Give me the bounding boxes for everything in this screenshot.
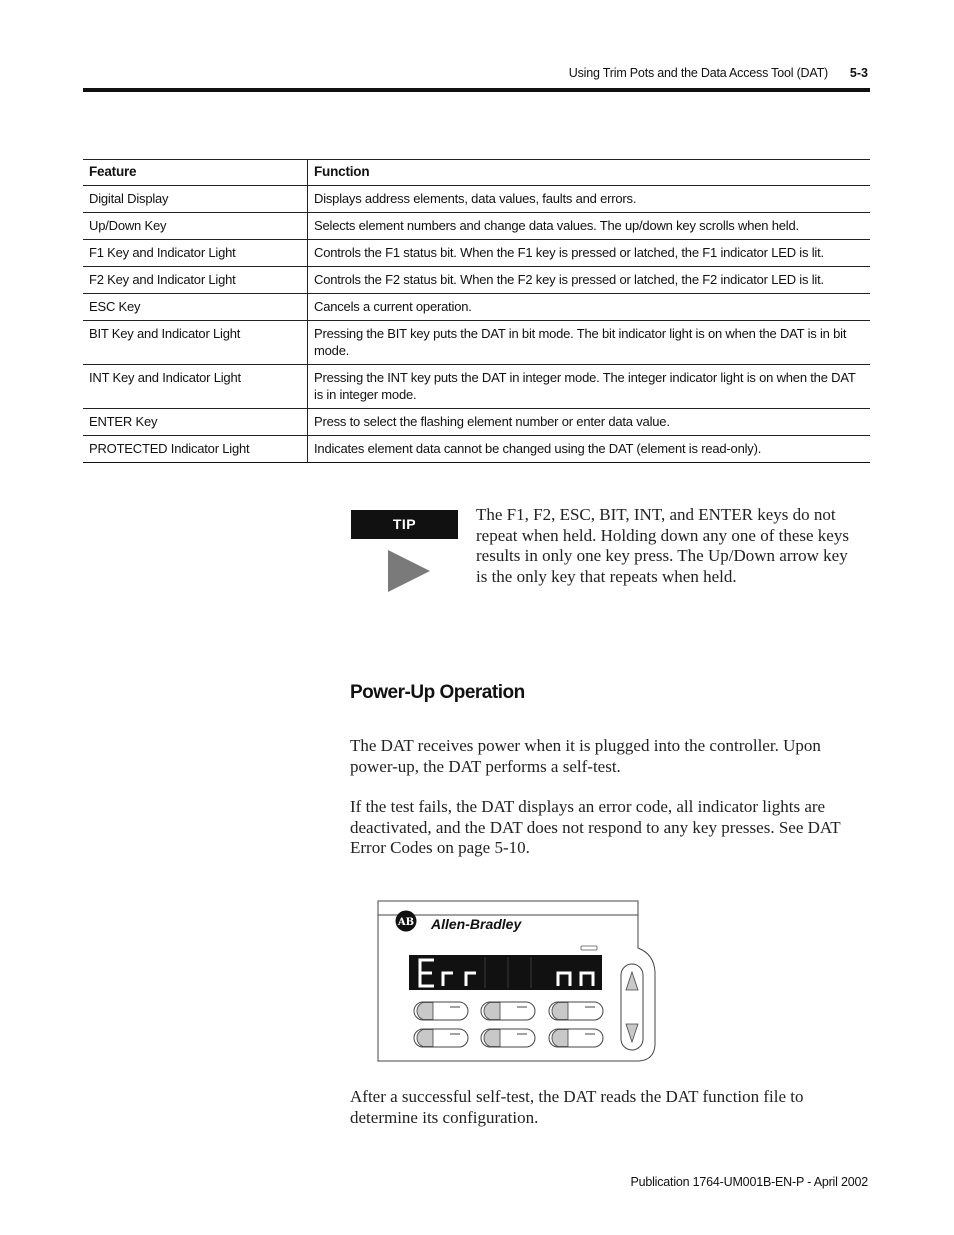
feature-cell: F1 Key and Indicator Light <box>83 240 308 267</box>
feature-cell: PROTECTED Indicator Light <box>83 436 308 463</box>
up-down-key[interactable] <box>621 964 643 1050</box>
function-cell: Indicates element data cannot be changed using the DAT (element is read-only). <box>308 436 871 463</box>
feature-table <box>83 159 870 463</box>
key-esc[interactable] <box>549 1002 603 1020</box>
table-row <box>83 321 870 365</box>
display-text-right: nn <box>567 988 568 989</box>
function-cell: Cancels a current operation. <box>308 294 871 321</box>
tip-text: The F1, F2, ESC, BIT, INT, and ENTER keys do not repeat when held. Holding down any one of these keys results in only one key press. The Up/Down arrow key is the only key that repeats when held. <box>476 505 849 586</box>
feature-cell: Up/Down Key <box>83 213 308 240</box>
feature-cell: F2 Key and Indicator Light <box>83 267 308 294</box>
footer-publication: Publication 1764-UM001B-EN-P - April 2002 <box>630 1175 868 1189</box>
table-row <box>83 267 870 294</box>
function-cell: Selects element numbers and change data values. The up/down key scrolls when held. <box>308 213 871 240</box>
paragraph-power-up: The DAT receives power when it is plugged into the controller. Upon power-up, the DAT performs a self-test. <box>350 736 821 776</box>
protected-indicator-light <box>581 946 597 950</box>
dat-device-illustration <box>377 900 657 1062</box>
key-enter[interactable] <box>549 1029 603 1047</box>
logo-text: AB <box>397 917 415 928</box>
tip-badge: TIP <box>351 510 458 539</box>
display-text-left: Err <box>447 988 449 989</box>
feature-cell: Digital Display <box>83 186 308 213</box>
feature-cell: INT Key and Indicator Light <box>83 365 308 409</box>
feature-cell: ENTER Key <box>83 409 308 436</box>
column-header-feature: Feature <box>83 160 308 186</box>
paragraph-after-self-test: After a successful self-test, the DAT reads the DAT function file to determine its configuration. <box>350 1087 804 1127</box>
key-int[interactable] <box>481 1029 535 1047</box>
function-cell: Press to select the flashing element number or enter data value. <box>308 409 871 436</box>
tip-arrow-icon <box>386 548 432 594</box>
key-f1[interactable] <box>414 1002 468 1020</box>
table-row <box>83 186 870 213</box>
table-row <box>83 409 870 436</box>
function-cell: Displays address elements, data values, faults and errors. <box>308 186 871 213</box>
function-cell: Controls the F2 status bit. When the F2 key is pressed or latched, the F2 indicator LED is lit. <box>308 267 871 294</box>
table-row <box>83 213 870 240</box>
function-cell: Pressing the INT key puts the DAT in integer mode. The integer indicator light is on when the DAT is in integer mode. <box>308 365 871 409</box>
function-cell: Controls the F1 status bit. When the F1 key is pressed or latched, the F1 indicator LED is lit. <box>308 240 871 267</box>
table-header-row <box>83 160 870 186</box>
key-f2[interactable] <box>481 1002 535 1020</box>
header-title: Using Trim Pots and the Data Access Tool (DAT) <box>568 66 828 80</box>
feature-cell: ESC Key <box>83 294 308 321</box>
table-row <box>83 240 870 267</box>
brand-name: Allen-Bradley <box>431 916 522 932</box>
key-bit[interactable] <box>414 1029 468 1047</box>
section-title: Power-Up Operation <box>350 682 525 703</box>
paragraph-test-fails: If the test fails, the DAT displays an error code, all indicator lights are deactivated, and the DAT does not respond to any key presses. See DAT Error Codes on page 5-10. <box>350 797 841 857</box>
header-page-number: 5-3 <box>849 66 868 80</box>
table-row <box>83 365 870 409</box>
column-header-function: Function <box>308 160 871 186</box>
allen-bradley-logo-icon <box>396 911 417 932</box>
feature-cell: BIT Key and Indicator Light <box>83 321 308 365</box>
function-cell: Pressing the BIT key puts the DAT in bit mode. The bit indicator light is on when the DAT is in bit mode. <box>308 321 871 365</box>
page-header <box>0 0 954 100</box>
table-row <box>83 436 870 463</box>
digital-display <box>409 955 602 990</box>
table-row <box>83 294 870 321</box>
header-rule <box>83 88 870 92</box>
